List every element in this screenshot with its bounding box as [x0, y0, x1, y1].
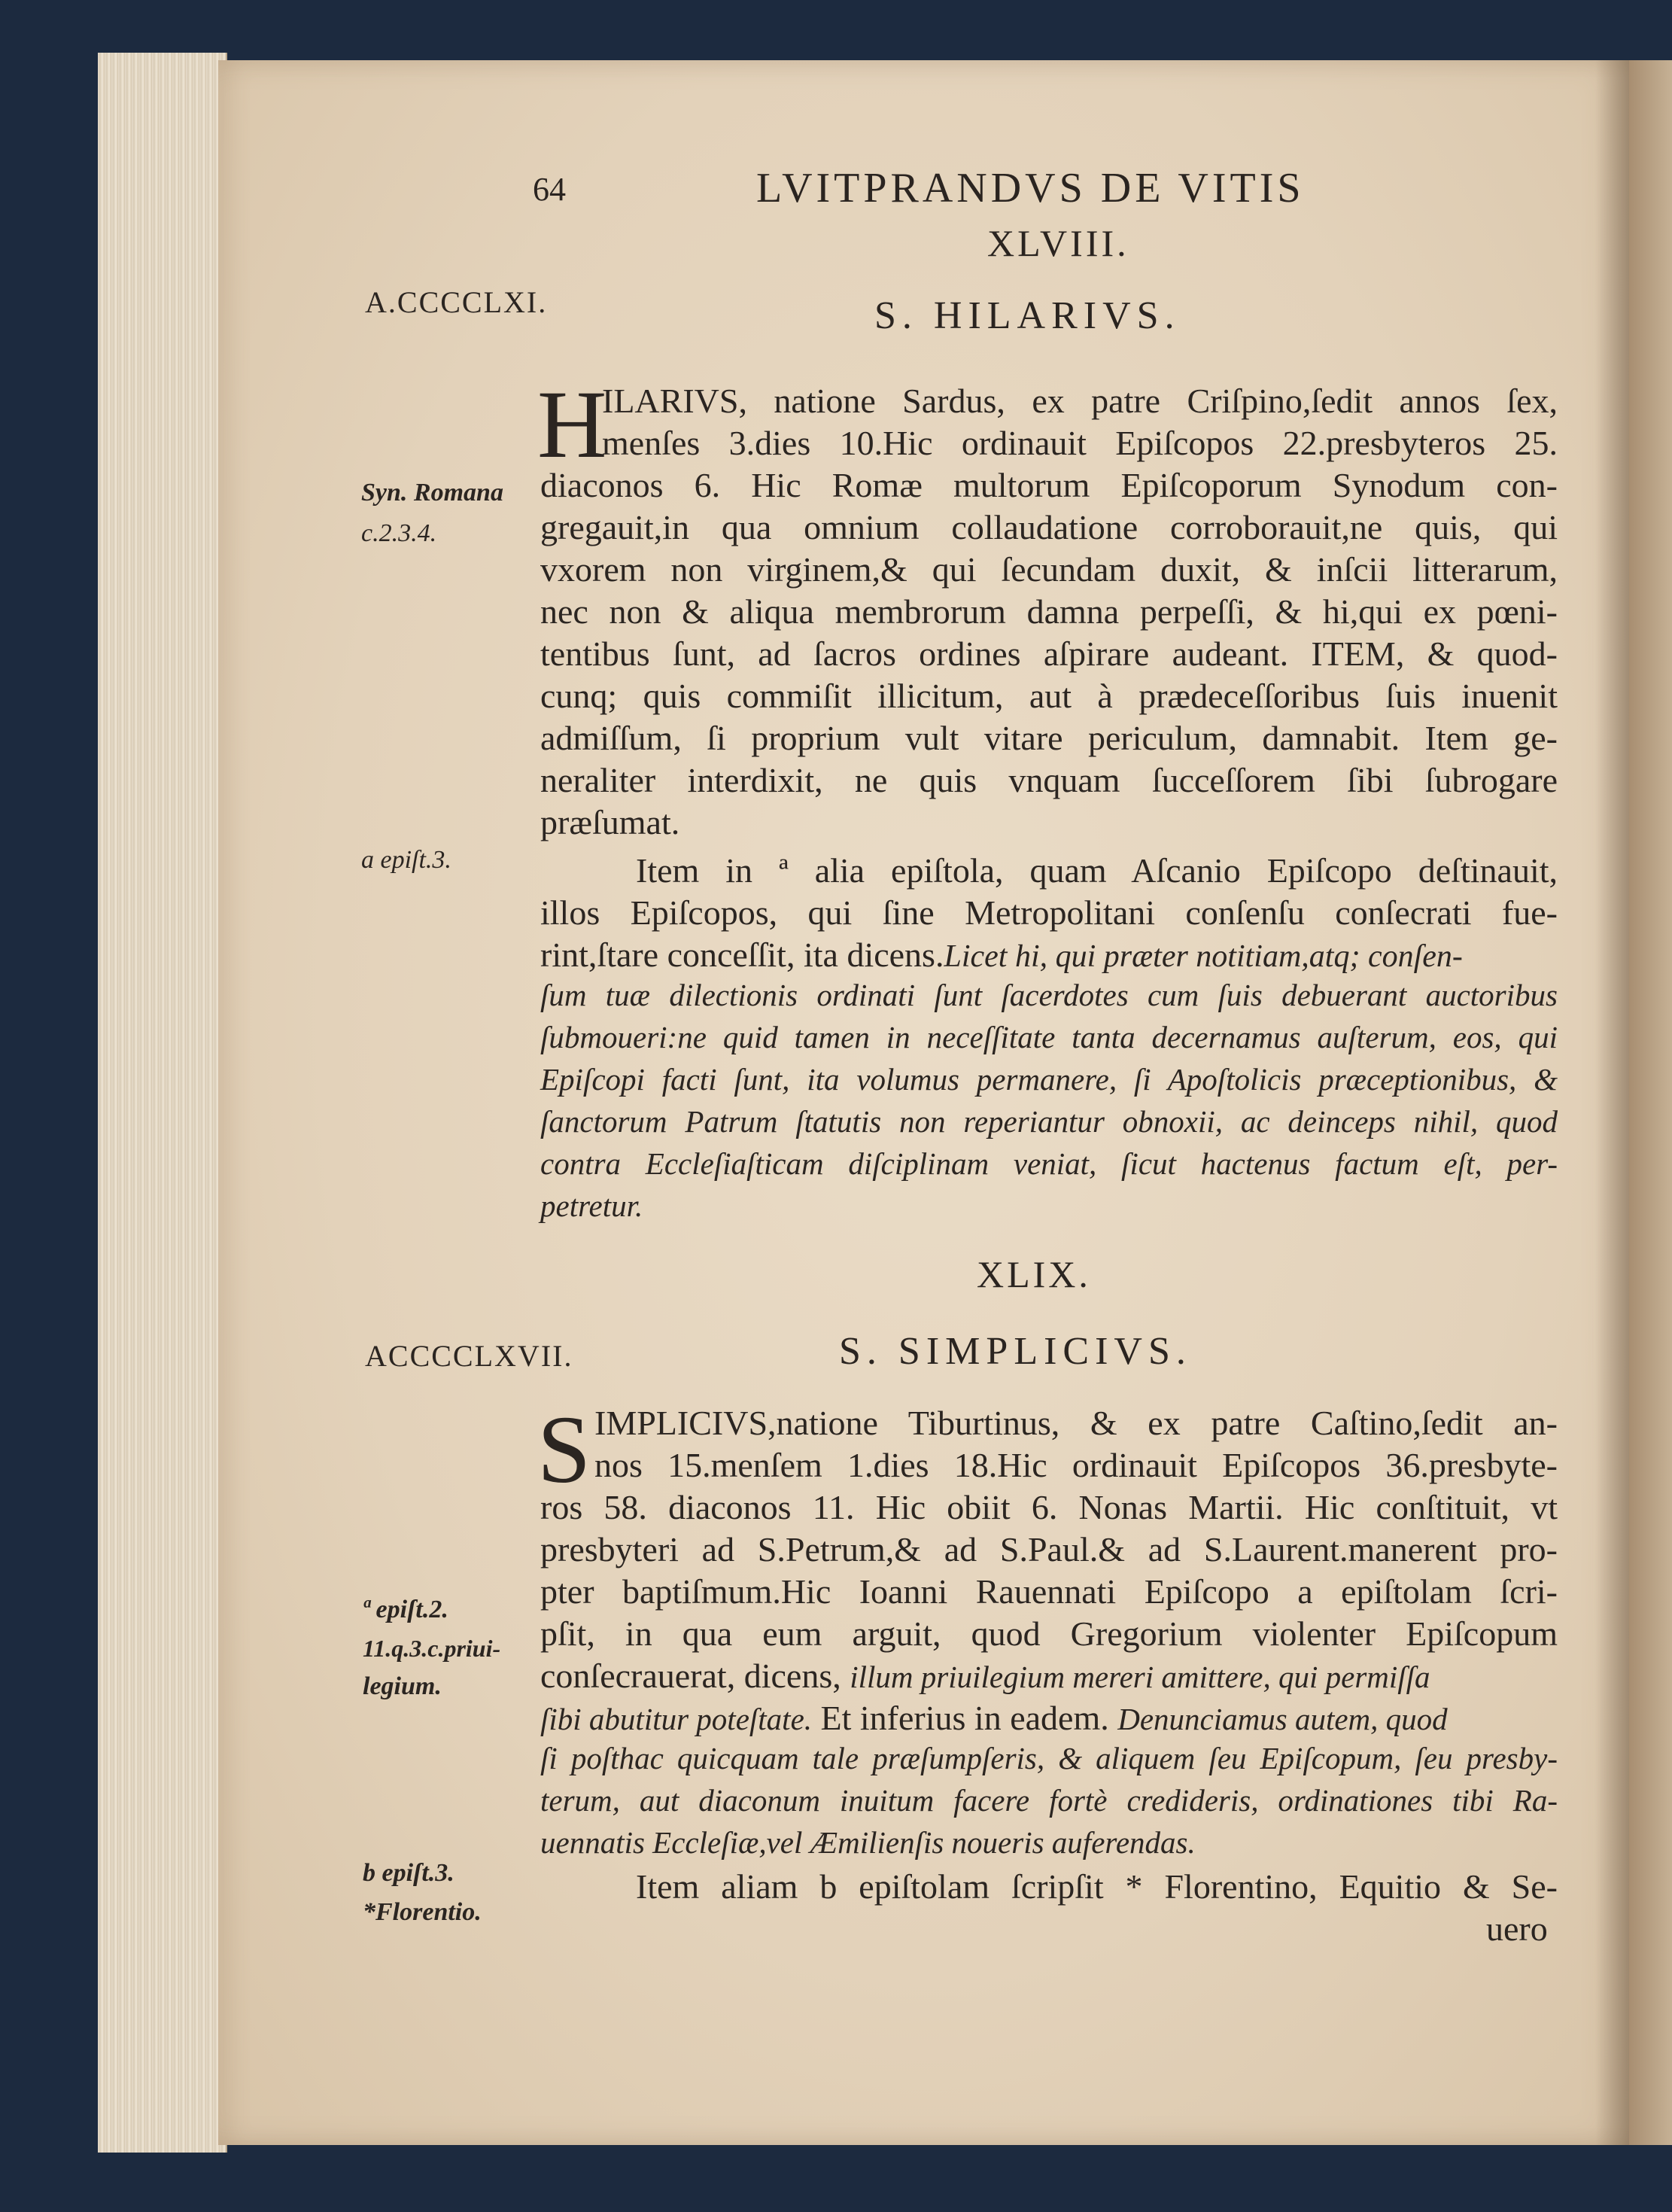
- margin-note: a epiſt.3.: [361, 846, 451, 874]
- drop-cap: H: [537, 371, 607, 478]
- drop-cap: S: [537, 1396, 591, 1503]
- body-line: ros 58. diaconos 11. Hic obiit 6. Nonas Martii. Hic conſtituit, vt: [540, 1488, 1558, 1526]
- quoted-text: Denunciamus autem, quod: [1117, 1702, 1448, 1736]
- body-line: neraliter interdixit, ne quis vnquam ſucceſſorem ſibi ſubrogare: [540, 761, 1558, 799]
- italic-line: ſanctorum Patrum ſtatutis non reperiantur obnoxii, ac deinceps nihil, quod: [540, 1104, 1558, 1139]
- quoted-text: Licet hi, qui præter notitiam,atq; conſen-: [944, 939, 1463, 974]
- italic-line: petretur.: [540, 1188, 643, 1223]
- body-line: [540, 935, 1558, 975]
- body-line: vxorem non virginem,& qui ſecundam duxit, & inſcii litterarum,: [540, 550, 1558, 589]
- roman-text: Et inferius in eadem.: [820, 1699, 1109, 1737]
- chapter-number: XLVIII.: [987, 222, 1129, 264]
- italic-line: terum, aut diaconum inuitum facere fortè credideris, ordinationes tibi Ra-: [540, 1783, 1558, 1818]
- year-note: A.CCCCLXI.: [365, 285, 548, 319]
- margin-note: b epiſt.3.: [363, 1859, 454, 1887]
- body-line: [540, 1698, 1558, 1738]
- margin-note: ª epiſt.2.: [363, 1596, 448, 1623]
- margin-note: Syn. Romana: [361, 479, 503, 507]
- pope-title: S. HILARIVS.: [874, 294, 1181, 337]
- italic-line: ſubmoueri:ne quid tamen in neceſſitate tanta decernamus auſterum, eos, qui: [540, 1020, 1558, 1054]
- running-title: LVITPRANDVS DE VITIS: [756, 165, 1305, 211]
- page-number: 64: [533, 171, 566, 208]
- italic-line: ſi poſthac quicquam tale præſumpſeris, & aliquem ſeu Epiſcopum, ſeu presby-: [540, 1741, 1558, 1775]
- chapter-number: XLIX.: [977, 1253, 1091, 1295]
- italic-line: contra Eccleſiaſticam diſciplinam veniat, ſicut hactenus factum eſt, per-: [540, 1146, 1558, 1181]
- body-line: tentibus ſunt, ad ſacros ordines aſpirare audeant. ITEM, & quod-: [540, 634, 1558, 673]
- italic-line: ſum tuæ dilectionis ordinati ſunt ſacerdotes cum ſuis debuerant auctoribus: [540, 978, 1558, 1012]
- body-line: pſit, in qua eum arguit, quod Gregorium violenter Epiſcopum: [540, 1614, 1558, 1653]
- book-fore-edge: [98, 53, 227, 2153]
- margin-note: c.2.3.4.: [361, 519, 437, 547]
- body-line: IMPLICIVS,natione Tiburtinus, & ex patre Caſtino,ſedit an-: [594, 1404, 1558, 1442]
- body-line: ILARIVS, natione Sardus, ex patre Criſpino,ſedit annos ſex,: [602, 382, 1558, 420]
- body-line: menſes 3.dies 10.Hic ordinauit Epiſcopos 22.presbyteros 25.: [602, 424, 1558, 462]
- margin-note: legium.: [363, 1672, 442, 1700]
- year-note: ACCCCLXVII.: [365, 1339, 573, 1373]
- margin-note: *Florentio.: [363, 1898, 482, 1926]
- catchword: uero: [1486, 1909, 1548, 1948]
- body-line: admiſſum, ſi proprium vult vitare periculum, damnabit. Item ge-: [540, 719, 1558, 757]
- body-line: nos 15.menſem 1.dies 18.Hic ordinauit Epiſcopos 36.presbyte-: [594, 1446, 1558, 1484]
- body-line: diaconos 6. Hic Romæ multorum Epiſcoporum Synodum con-: [540, 466, 1558, 504]
- body-line: Item in ª alia epiſtola, quam Aſcanio Epiſcopo deſtinauit,: [636, 851, 1558, 890]
- body-line: Item aliam b epiſtolam ſcripſit * Florentino, Equitio & Se-: [636, 1867, 1558, 1906]
- italic-line: uennatis Eccleſiæ,vel Æmilienſis noueris auferendas.: [540, 1825, 1196, 1860]
- body-line: gregauit,in qua omnium collaudatione corroborauit,ne quis, qui: [540, 508, 1558, 546]
- quoted-text: illum priuilegium mereri amittere, qui permiſſa: [850, 1660, 1430, 1694]
- pope-title: S. SIMPLICIVS.: [839, 1330, 1192, 1373]
- body-line: nec non & aliqua membrorum damna perpeſſi, & hi,qui ex pœni-: [540, 592, 1558, 631]
- body-line: [540, 1656, 1558, 1696]
- italic-line: Epiſcopi facti ſunt, ita volumus permanere, ſi Apoſtolicis præceptionibus, &: [540, 1062, 1558, 1097]
- body-line: præſumat.: [540, 803, 680, 841]
- body-line: pter baptiſmum.Hic Ioanni Rauennati Epiſcopo a epiſtolam ſcri-: [540, 1572, 1558, 1611]
- body-line: presbyteri ad S.Petrum,& ad S.Paul.& ad S.Laurent.manerent pro-: [540, 1530, 1558, 1568]
- body-line: cunq; quis commiſit illicitum, aut à prædeceſſoribus ſuis inuenit: [540, 677, 1558, 715]
- facing-page-edge: [1629, 60, 1672, 2145]
- roman-text: conſecrauerat, dicens,: [540, 1657, 841, 1695]
- quoted-text: ſibi abutitur poteſtate.: [540, 1702, 813, 1736]
- margin-note: 11.q.3.c.priui-: [363, 1635, 501, 1662]
- gutter-shadow: [1595, 60, 1633, 2145]
- body-line: illos Epiſcopos, qui ſine Metropolitani conſenſu conſecrati fue-: [540, 893, 1558, 932]
- roman-text: rint,ſtare conceſſit, ita dicens.: [540, 936, 944, 974]
